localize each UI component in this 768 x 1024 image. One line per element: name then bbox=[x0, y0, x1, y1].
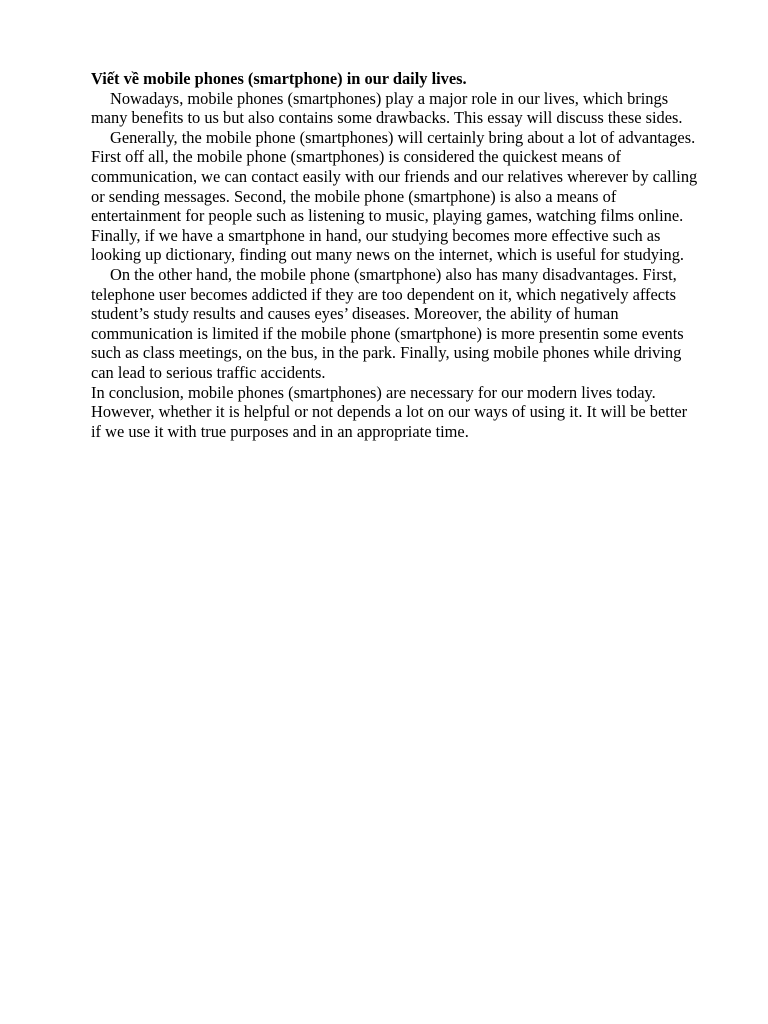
paragraph-disadvantages: On the other hand, the mobile phone (smartphone) also has many disadvantages. First, telephone user becomes addicted if they are too dependent on it, which negatively affects student’s study results and causes eyes’ diseases. Moreover, the ability of human communication is limited if the mobile phone (smartphone) is more presentin some events such as class meetings, on the bus, in the park. Finally, using mobile phones while driving can lead to serious traffic accidents. bbox=[91, 264, 684, 382]
paragraph-conclusion: In conclusion, mobile phones (smartphones) are necessary for our modern lives today. However, whether it is helpful or not depends a lot on our ways of using it. It will be better if we use it with true purposes and in an appropriate time. bbox=[91, 382, 688, 441]
document-page bbox=[91, 69, 701, 441]
document-title: Viết về mobile phones (smartphone) in our daily lives. bbox=[91, 69, 467, 88]
paragraph-introduction: Nowadays, mobile phones (smartphones) play a major role in our lives, which brings many benefits to us but also contains some drawbacks. This essay will discuss these sides. bbox=[91, 88, 683, 128]
paragraph-advantages: Generally, the mobile phone (smartphones) will certainly bring about a lot of advantages. First off all, the mobile phone (smartphones) is considered the quickest means of communication, we can contact easily with our friends and our relatives wherever by calling or sending messages. Second, the mobile phone (smartphone) is also a means of entertainment for people such as listening to music, playing games, watching films online. Finally, if we have a smartphone in hand, our studying becomes more effective such as looking up dictionary, finding out many news on the internet, which is useful for studying. bbox=[91, 127, 698, 265]
